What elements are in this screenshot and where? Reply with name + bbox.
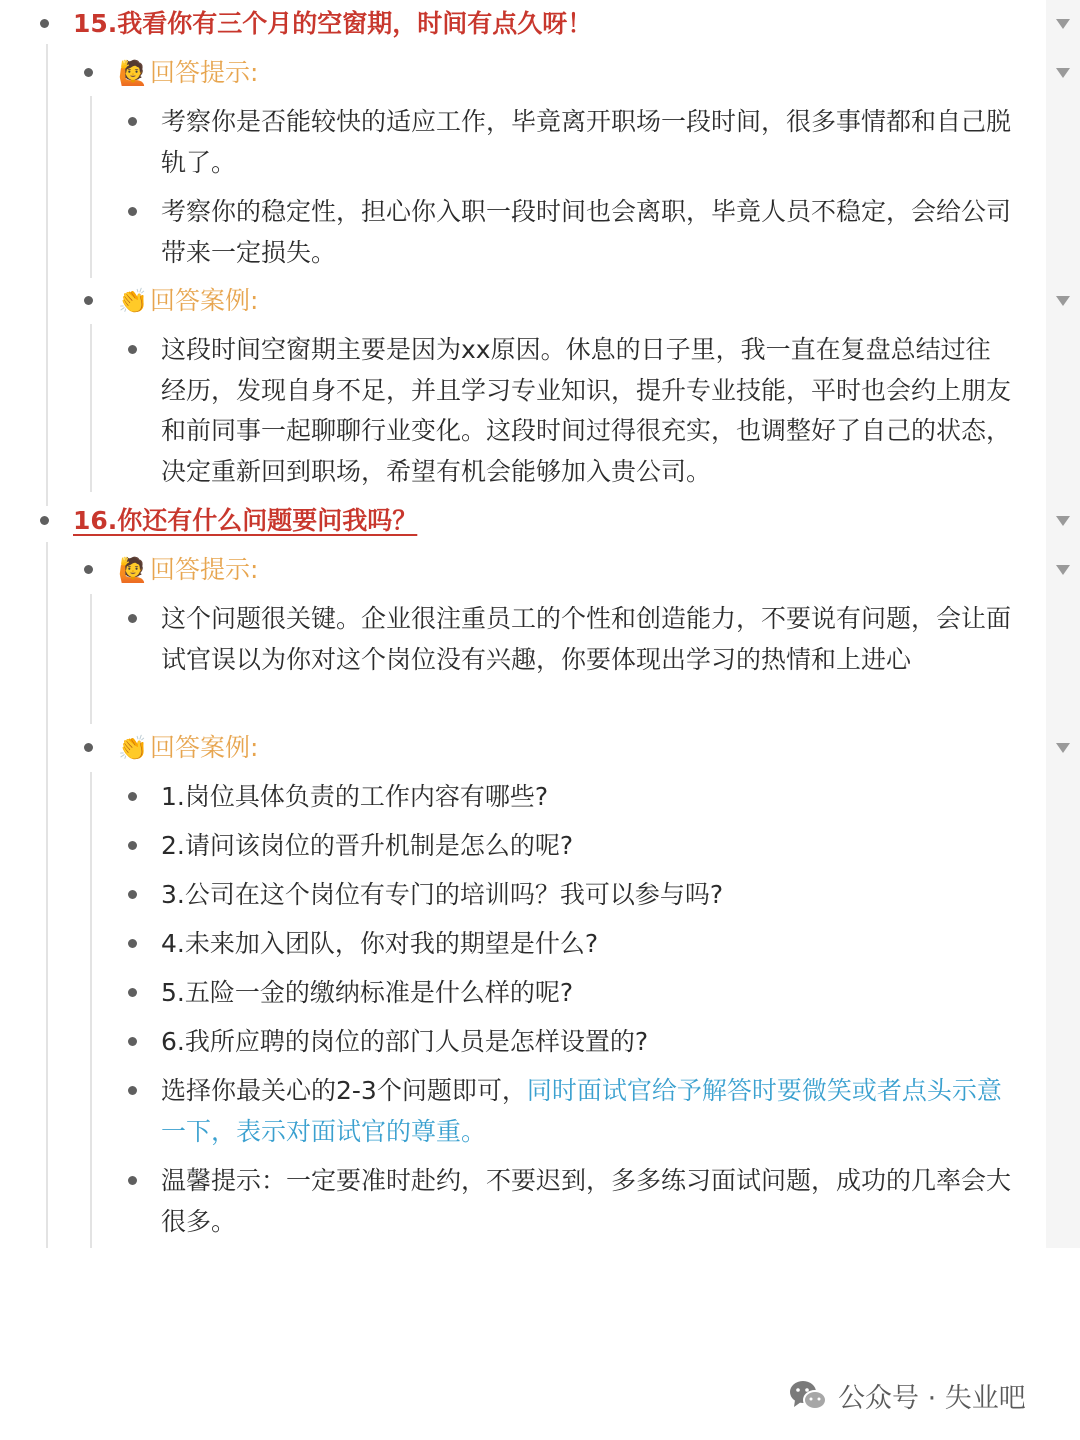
bullet: [128, 841, 137, 850]
bullet: [40, 516, 49, 525]
q16-hint-heading: [118, 550, 258, 590]
bullet: [128, 890, 137, 899]
list-item: 1.岗位具体负责的工作内容有哪些?: [161, 782, 549, 811]
collapse-caret-icon[interactable]: [1056, 743, 1070, 753]
bullet: [84, 296, 93, 305]
bullet: [128, 614, 137, 623]
hint-label: 回答提示:: [150, 58, 259, 87]
bullet: [128, 792, 137, 801]
question-15-title: 15.我看你有三个月的空窗期，时间有点久呀！: [73, 9, 593, 38]
guide-line: [90, 594, 92, 724]
collapse-caret-icon[interactable]: [1056, 565, 1070, 575]
bullet: [128, 1176, 137, 1185]
collapse-caret-icon[interactable]: [1056, 516, 1070, 526]
list-item: 这段时间空窗期主要是因为xx原因。休息的日子里，我一直在复盘总结过往经历，发现自身不足，并且学习专业知识，提升专业技能，平时也会约上朋友和前同事一起聊聊行业变化。这段时间过得很充实，也调整好了自己的状态，决定重新回到职场，希望有机会能够加入贵公司。: [161, 335, 1012, 486]
tip-highlight: 同时面试官给予解答时要微笑或者点头示意一下，表示对面试官的尊重。: [161, 1076, 1002, 1146]
bullet: [40, 19, 49, 28]
footer-watermark: [788, 1376, 1026, 1415]
wechat-icon: [788, 1378, 828, 1414]
guide-line: [90, 772, 92, 1248]
clapping-hands-icon: 👏: [118, 734, 148, 762]
bullet: [84, 565, 93, 574]
collapse-caret-icon[interactable]: [1056, 296, 1070, 306]
bullet: [128, 207, 137, 216]
bullet: [128, 939, 137, 948]
bullet: [128, 1037, 137, 1046]
bullet: [128, 117, 137, 126]
list-item: 这个问题很关键。企业很注重员工的个性和创造能力，不要说有问题，会让面试官误以为你对这个岗位没有兴趣，你要体现出学习的热情和上进心: [161, 604, 1012, 674]
raising-hand-icon: 🙋: [118, 59, 148, 87]
question-16-title[interactable]: 16.你还有什么问题要问我吗？: [73, 506, 418, 535]
list-item: 6.我所应聘的岗位的部门人员是怎样设置的?: [161, 1027, 649, 1056]
collapse-caret-icon[interactable]: [1056, 19, 1070, 29]
list-item-warm-tip: 温馨提示：一定要准时赴约，不要迟到，多多练习面试问题，成功的几率会大很多。: [161, 1166, 1012, 1236]
collapse-caret-icon[interactable]: [1056, 68, 1070, 78]
bullet: [128, 345, 137, 354]
guide-line: [90, 96, 92, 278]
case-label: 回答案例:: [150, 286, 259, 315]
list-item-tip: [161, 1071, 1011, 1152]
hint-label: 回答提示:: [150, 555, 259, 584]
list-item: 考察你的稳定性，担心你入职一段时间也会离职，毕竟人员不稳定，会给公司带来一定损失。: [161, 197, 1012, 267]
bullet: [128, 988, 137, 997]
q16-case-heading: [118, 728, 258, 768]
q15-hint-heading: [118, 53, 258, 93]
guide-line: [90, 324, 92, 492]
list-item: 考察你是否能较快的适应工作，毕竟离开职场一段时间，很多事情都和自己脱轨了。: [161, 107, 1012, 177]
list-item: 2.请问该岗位的晋升机制是怎么的呢?: [161, 831, 574, 860]
list-item: 4.未来加入团队，你对我的期望是什么?: [161, 929, 599, 958]
bullet: [128, 1086, 137, 1095]
list-item: 3.公司在这个岗位有专门的培训吗？我可以参与吗?: [161, 880, 724, 909]
right-rail: [1046, 0, 1080, 1248]
clapping-hands-icon: 👏: [118, 287, 148, 315]
list-item: 5.五险一金的缴纳标准是什么样的呢?: [161, 978, 574, 1007]
tip-text: 选择你最关心的2-3个问题即可，: [161, 1076, 527, 1105]
bullet: [84, 68, 93, 77]
guide-line: [46, 44, 48, 506]
q15-case-heading: [118, 281, 258, 321]
guide-line: [46, 542, 48, 1248]
bullet: [84, 743, 93, 752]
case-label: 回答案例:: [150, 733, 259, 762]
footer-text: 公众号 · 失业吧: [838, 1383, 1026, 1414]
raising-hand-icon: 🙋: [118, 556, 148, 584]
